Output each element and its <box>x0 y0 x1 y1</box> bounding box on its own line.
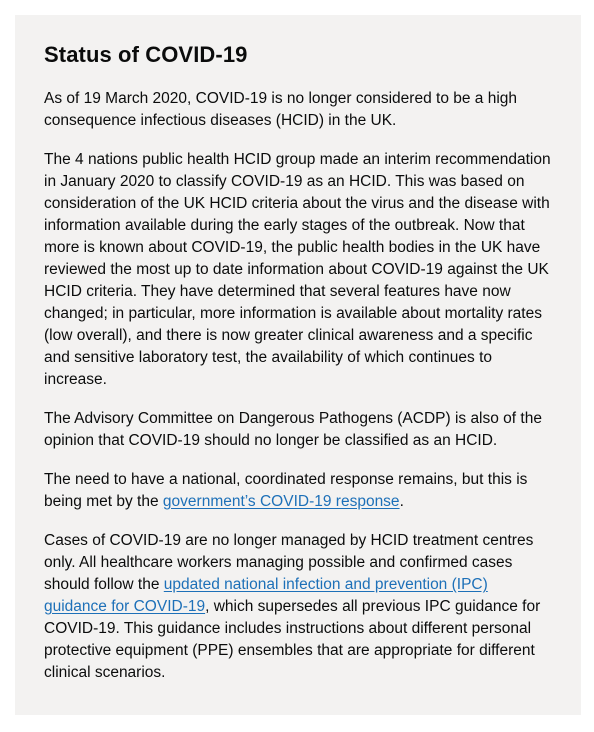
status-callout-panel <box>15 15 581 715</box>
paragraph-status-date: As of 19 March 2020, COVID-19 is no longer considered to be a high consequence infectious diseases (HCID) in the UK. <box>44 90 518 129</box>
paragraph-acdp-opinion: The Advisory Committee on Dangerous Pathogens (ACDP) is also of the opinion that COVID-19 should no longer be classified as an HCID. <box>44 410 542 449</box>
page-heading: Status of COVID-19 <box>44 42 248 67</box>
ipc-guidance-link[interactable]: updated national infection and prevention (IPC) guidance for COVID-19 <box>44 576 488 615</box>
paragraph-ipc-guidance <box>44 530 553 684</box>
paragraph-text: . <box>399 493 404 510</box>
paragraph-background: The 4 nations public health HCID group made an interim recommendation in January 2020 to classify COVID-19 as an HCID. This was based on consideration of the UK HCID criteria about the virus and the disease with information available during the early stages of the outbreak. Now that more is known about COVID-19, the public health bodies in the UK have reviewed the most up to date information about COVID-19 against the UK HCID criteria. They have determined that several features have now changed; in particular, more information is available about mortality rates (low overall), and there is now greater clinical awareness and a specific and sensitive laboratory test, the availability of which continues to increase. <box>44 151 551 388</box>
paragraph-text: Cases of COVID-19 are no longer managed by HCID treatment centres only. All healthcare workers managing possible and confirmed cases should follow the <box>44 532 534 593</box>
government-response-link[interactable]: government’s COVID-19 response <box>162 493 400 510</box>
paragraph-text: The need to have a national, coordinated response remains, but this is being met by the <box>44 471 528 510</box>
paragraph-text: , which supersedes all previous IPC guidance for COVID-19. This guidance includes instructions about different personal protective equipment (PPE) ensembles that are appropriate for different clinical scenarios. <box>44 598 541 681</box>
paragraph-national-response <box>44 469 553 513</box>
